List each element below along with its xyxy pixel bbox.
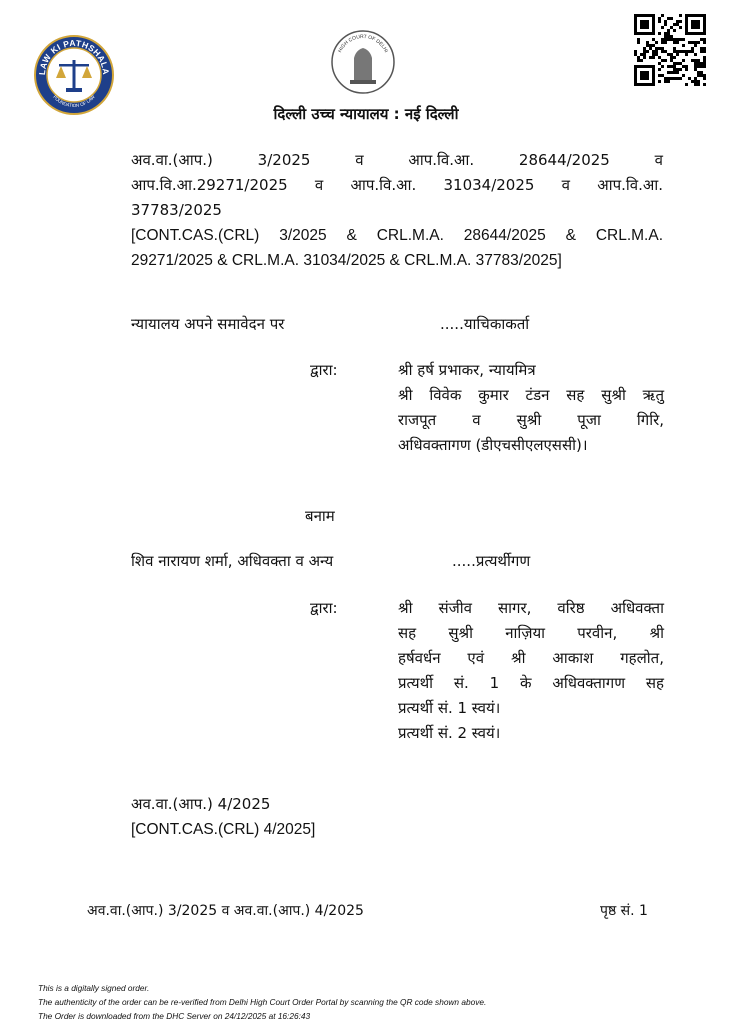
respondent-name: शिव नारायण शर्मा, अधिवक्ता व अन्य	[131, 552, 334, 570]
case-number-block	[131, 148, 663, 273]
petitioner-through-label: द्वारा:	[310, 361, 338, 379]
court-title: दिल्ली उच्च न्यायालय : नई दिल्ली	[273, 105, 459, 123]
svg-text:HIGH COURT OF DELHI: HIGH COURT OF DELHI	[337, 33, 389, 54]
court-emblem	[330, 28, 396, 98]
case-english-line-2: 29271/2025 & CRL.M.A. 31034/2025 & CRL.M.A. 37783/2025]	[131, 252, 562, 269]
qr-code	[634, 14, 706, 86]
respondent-counsel-line: प्रत्यर्थी सं. 1 स्वयं।	[398, 699, 501, 717]
footer-page-number: पृष्ठ सं. 1	[600, 903, 648, 919]
petitioner-counsel-line: श्री विवेक कुमार टंडन सह सुश्री ऋतु	[398, 386, 664, 404]
petitioner-counsel-line: अधिवक्तागण (डीएचसीएलएससी)।	[398, 436, 588, 454]
case-hindi-line-3: 37783/2025	[131, 201, 222, 219]
petitioner-counsel	[398, 358, 664, 458]
case-english-line-1: [CONT.CAS.(CRL) 3/2025 & CRL.M.A. 28644/2025 & CRL.M.A.	[131, 227, 663, 244]
respondent-role: .....प्रत्यर्थीगण	[452, 552, 531, 570]
petitioner-counsel-line: श्री हर्ष प्रभाकर, न्यायमित्र	[398, 361, 536, 379]
notice-line: The authenticity of the order can be re-verified from Delhi High Court Order Portal by scanning the QR code shown above.	[38, 997, 487, 1007]
respondent-counsel-line: प्रत्यर्थी सं. 2 स्वयं।	[398, 724, 501, 742]
respondent-counsel-line: सह सुश्री नाज़िया परवीन, श्री	[398, 624, 664, 642]
notice-line: The Order is downloaded from the DHC Server on 24/12/2025 at 16:26:43	[38, 1011, 311, 1021]
second-case-block	[131, 792, 315, 842]
respondent-counsel-line: श्री संजीव सागर, वरिष्ठ अधिवक्ता	[398, 599, 664, 617]
petitioner-role: .....याचिकाकर्ता	[440, 315, 530, 333]
digital-signature-notice	[38, 981, 486, 1023]
case-hindi-line-1: अव.वा.(आप.) 3/2025 व आप.वि.आ. 28644/2025 व	[131, 151, 663, 169]
respondent-through-label: द्वारा:	[310, 599, 338, 617]
respondent-counsel-line: हर्षवर्धन एवं श्री आकाश गहलोत,	[398, 649, 664, 667]
second-case-english: [CONT.CAS.(CRL) 4/2025]	[131, 821, 316, 838]
svg-text:LAW KI PATHSHALA: LAW KI PATHSHALA	[36, 37, 112, 76]
case-hindi-line-2: आप.वि.आ.29271/2025 व आप.वि.आ. 31034/2025 व आप.वि.आ.	[131, 176, 663, 194]
petitioner-counsel-line: राजपूत व सुश्री पूजा गिरि,	[398, 411, 664, 429]
second-case-hindi: अव.वा.(आप.) 4/2025	[131, 795, 271, 813]
petitioner-name: न्यायालय अपने समावेदन पर	[131, 315, 285, 333]
respondent-counsel-line: प्रत्यर्थी सं. 1 के अधिवक्तागण सह	[398, 674, 664, 692]
respondent-counsel	[398, 596, 664, 746]
svg-text:FOUNDATION OF LAW: FOUNDATION OF LAW	[52, 94, 96, 109]
footer-case-reference: अव.वा.(आप.) 3/2025 व अव.वा.(आप.) 4/2025	[87, 903, 364, 919]
notice-line: This is a digitally signed order.	[38, 983, 150, 993]
versus-label: बनाम	[305, 507, 335, 525]
